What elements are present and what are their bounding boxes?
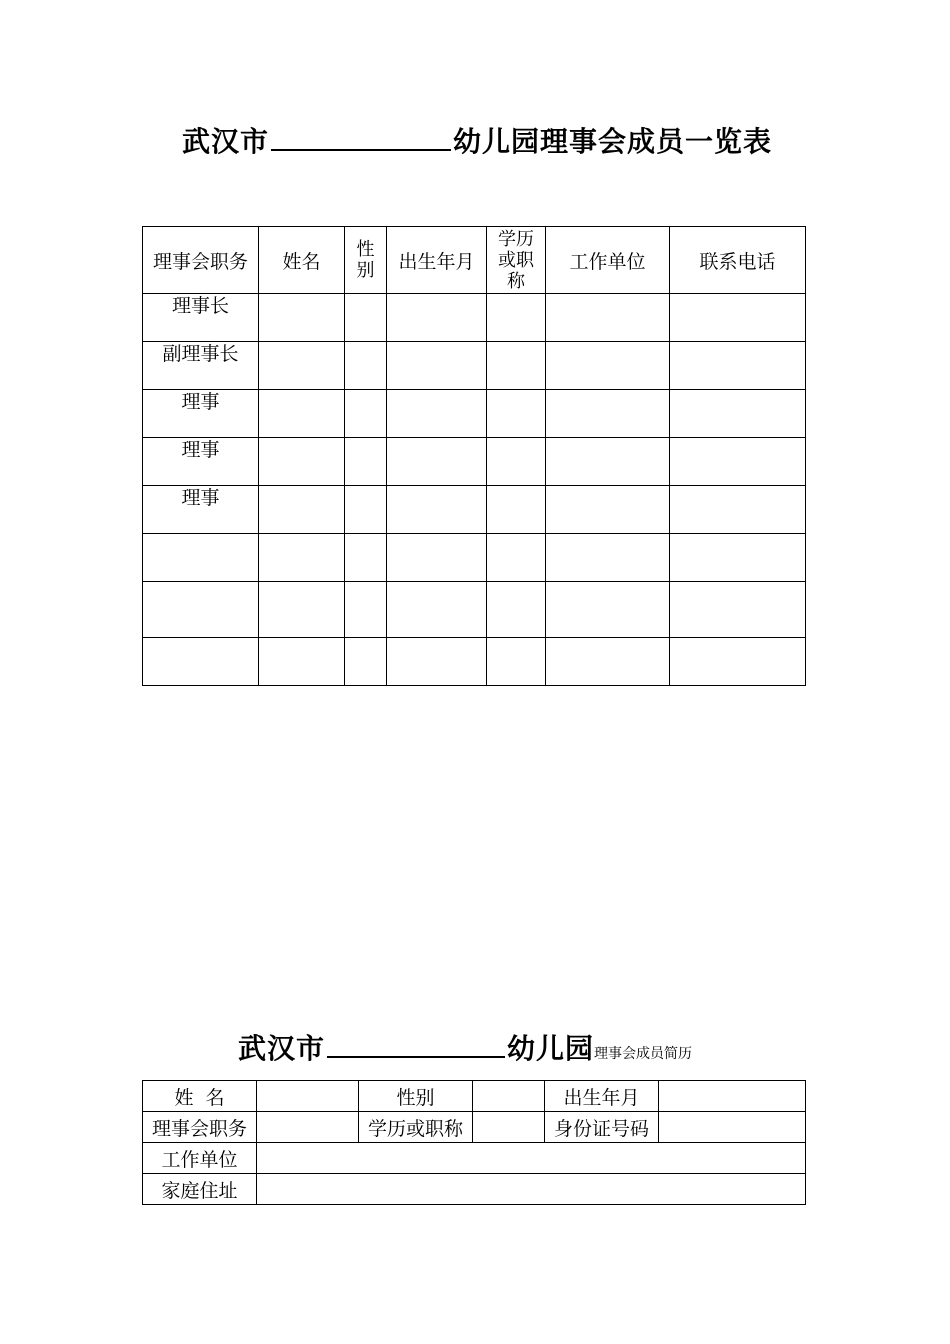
value-id[interactable] (659, 1112, 806, 1143)
resume-title-suffix: 理事会成员简历 (594, 1046, 693, 1062)
cell-workplace[interactable] (546, 438, 670, 486)
label-gender: 性别 (359, 1081, 473, 1112)
title-prefix: 武汉市 (182, 125, 270, 158)
cell-edu[interactable] (487, 342, 546, 390)
cell-phone[interactable] (670, 342, 806, 390)
title-blank-line (271, 123, 451, 151)
cell-gender[interactable] (345, 390, 387, 438)
resume-row (143, 1081, 806, 1112)
value-edu[interactable] (473, 1112, 545, 1143)
cell-workplace[interactable] (546, 390, 670, 438)
label-birth: 出生年月 (545, 1081, 659, 1112)
cell-birth[interactable] (387, 438, 487, 486)
label-address: 家庭住址 (143, 1174, 257, 1205)
label-name: 姓 名 (143, 1081, 257, 1112)
resume-title-prefix: 武汉市 (238, 1032, 326, 1065)
table-row (143, 390, 806, 438)
table-row (143, 534, 806, 582)
cell-gender[interactable] (345, 638, 387, 686)
table-row (143, 486, 806, 534)
cell-birth[interactable] (387, 534, 487, 582)
table-row (143, 294, 806, 342)
cell-phone[interactable] (670, 486, 806, 534)
cell-phone[interactable] (670, 638, 806, 686)
value-address[interactable] (257, 1174, 806, 1205)
cell-gender[interactable] (345, 438, 387, 486)
cell-birth[interactable] (387, 342, 487, 390)
title-suffix: 幼儿园理事会成员一览表 (453, 125, 773, 158)
cell-edu[interactable] (487, 294, 546, 342)
header-birth: 出生年月 (387, 227, 487, 294)
cell-position[interactable] (143, 582, 259, 638)
cell-workplace[interactable] (546, 342, 670, 390)
members-table (142, 226, 806, 686)
cell-phone[interactable] (670, 582, 806, 638)
label-position: 理事会职务 (143, 1112, 257, 1143)
cell-position[interactable] (143, 638, 259, 686)
table-row (143, 342, 806, 390)
header-edu-line: 学历 (498, 228, 534, 250)
cell-gender[interactable] (345, 294, 387, 342)
resume-row (143, 1143, 806, 1174)
resume-title-middle: 幼儿园 (507, 1032, 595, 1065)
cell-birth[interactable] (387, 582, 487, 638)
header-name: 姓名 (259, 227, 345, 294)
cell-edu[interactable] (487, 582, 546, 638)
header-row (143, 227, 806, 294)
cell-workplace[interactable] (546, 486, 670, 534)
value-gender[interactable] (473, 1081, 545, 1112)
cell-edu[interactable] (487, 486, 546, 534)
cell-phone[interactable] (670, 534, 806, 582)
cell-workplace[interactable] (546, 294, 670, 342)
resume-title-blank-line (327, 1030, 505, 1058)
cell-gender[interactable] (345, 582, 387, 638)
value-birth[interactable] (659, 1081, 806, 1112)
cell-birth[interactable] (387, 486, 487, 534)
cell-position: 副理事长 (143, 342, 259, 390)
header-gender-line: 性 (356, 239, 375, 260)
header-workplace: 工作单位 (546, 227, 670, 294)
resume-row (143, 1112, 806, 1143)
cell-phone[interactable] (670, 294, 806, 342)
resume-title (238, 1027, 692, 1067)
cell-edu[interactable] (487, 534, 546, 582)
cell-name[interactable] (259, 638, 345, 686)
cell-workplace[interactable] (546, 534, 670, 582)
cell-position: 理事 (143, 486, 259, 534)
cell-birth[interactable] (387, 638, 487, 686)
cell-position[interactable] (143, 534, 259, 582)
cell-phone[interactable] (670, 390, 806, 438)
table-row (143, 638, 806, 686)
cell-edu[interactable] (487, 390, 546, 438)
resume-table (142, 1080, 806, 1205)
list-title (182, 120, 772, 160)
cell-birth[interactable] (387, 390, 487, 438)
cell-name[interactable] (259, 342, 345, 390)
cell-name[interactable] (259, 390, 345, 438)
cell-gender[interactable] (345, 534, 387, 582)
header-gender-line: 别 (356, 260, 375, 281)
table-row (143, 438, 806, 486)
value-position[interactable] (257, 1112, 359, 1143)
cell-edu[interactable] (487, 638, 546, 686)
cell-name[interactable] (259, 534, 345, 582)
resume-row (143, 1174, 806, 1205)
header-position: 理事会职务 (143, 227, 259, 294)
cell-gender[interactable] (345, 486, 387, 534)
cell-name[interactable] (259, 294, 345, 342)
header-gender (345, 227, 387, 294)
cell-position: 理事 (143, 390, 259, 438)
value-name[interactable] (257, 1081, 359, 1112)
cell-gender[interactable] (345, 342, 387, 390)
cell-name[interactable] (259, 582, 345, 638)
cell-birth[interactable] (387, 294, 487, 342)
table-row (143, 582, 806, 638)
label-edu: 学历或职称 (359, 1112, 473, 1143)
cell-name[interactable] (259, 486, 345, 534)
cell-workplace[interactable] (546, 582, 670, 638)
header-phone: 联系电话 (670, 227, 806, 294)
label-workplace: 工作单位 (143, 1143, 257, 1174)
cell-workplace[interactable] (546, 638, 670, 686)
header-edu-line: 或职 (498, 249, 534, 271)
cell-position: 理事 (143, 438, 259, 486)
value-workplace[interactable] (257, 1143, 806, 1174)
header-edu (487, 227, 546, 294)
header-edu-line: 称 (507, 270, 525, 292)
label-id: 身份证号码 (545, 1112, 659, 1143)
cell-name[interactable] (259, 438, 345, 486)
cell-position: 理事长 (143, 294, 259, 342)
cell-edu[interactable] (487, 438, 546, 486)
cell-phone[interactable] (670, 438, 806, 486)
